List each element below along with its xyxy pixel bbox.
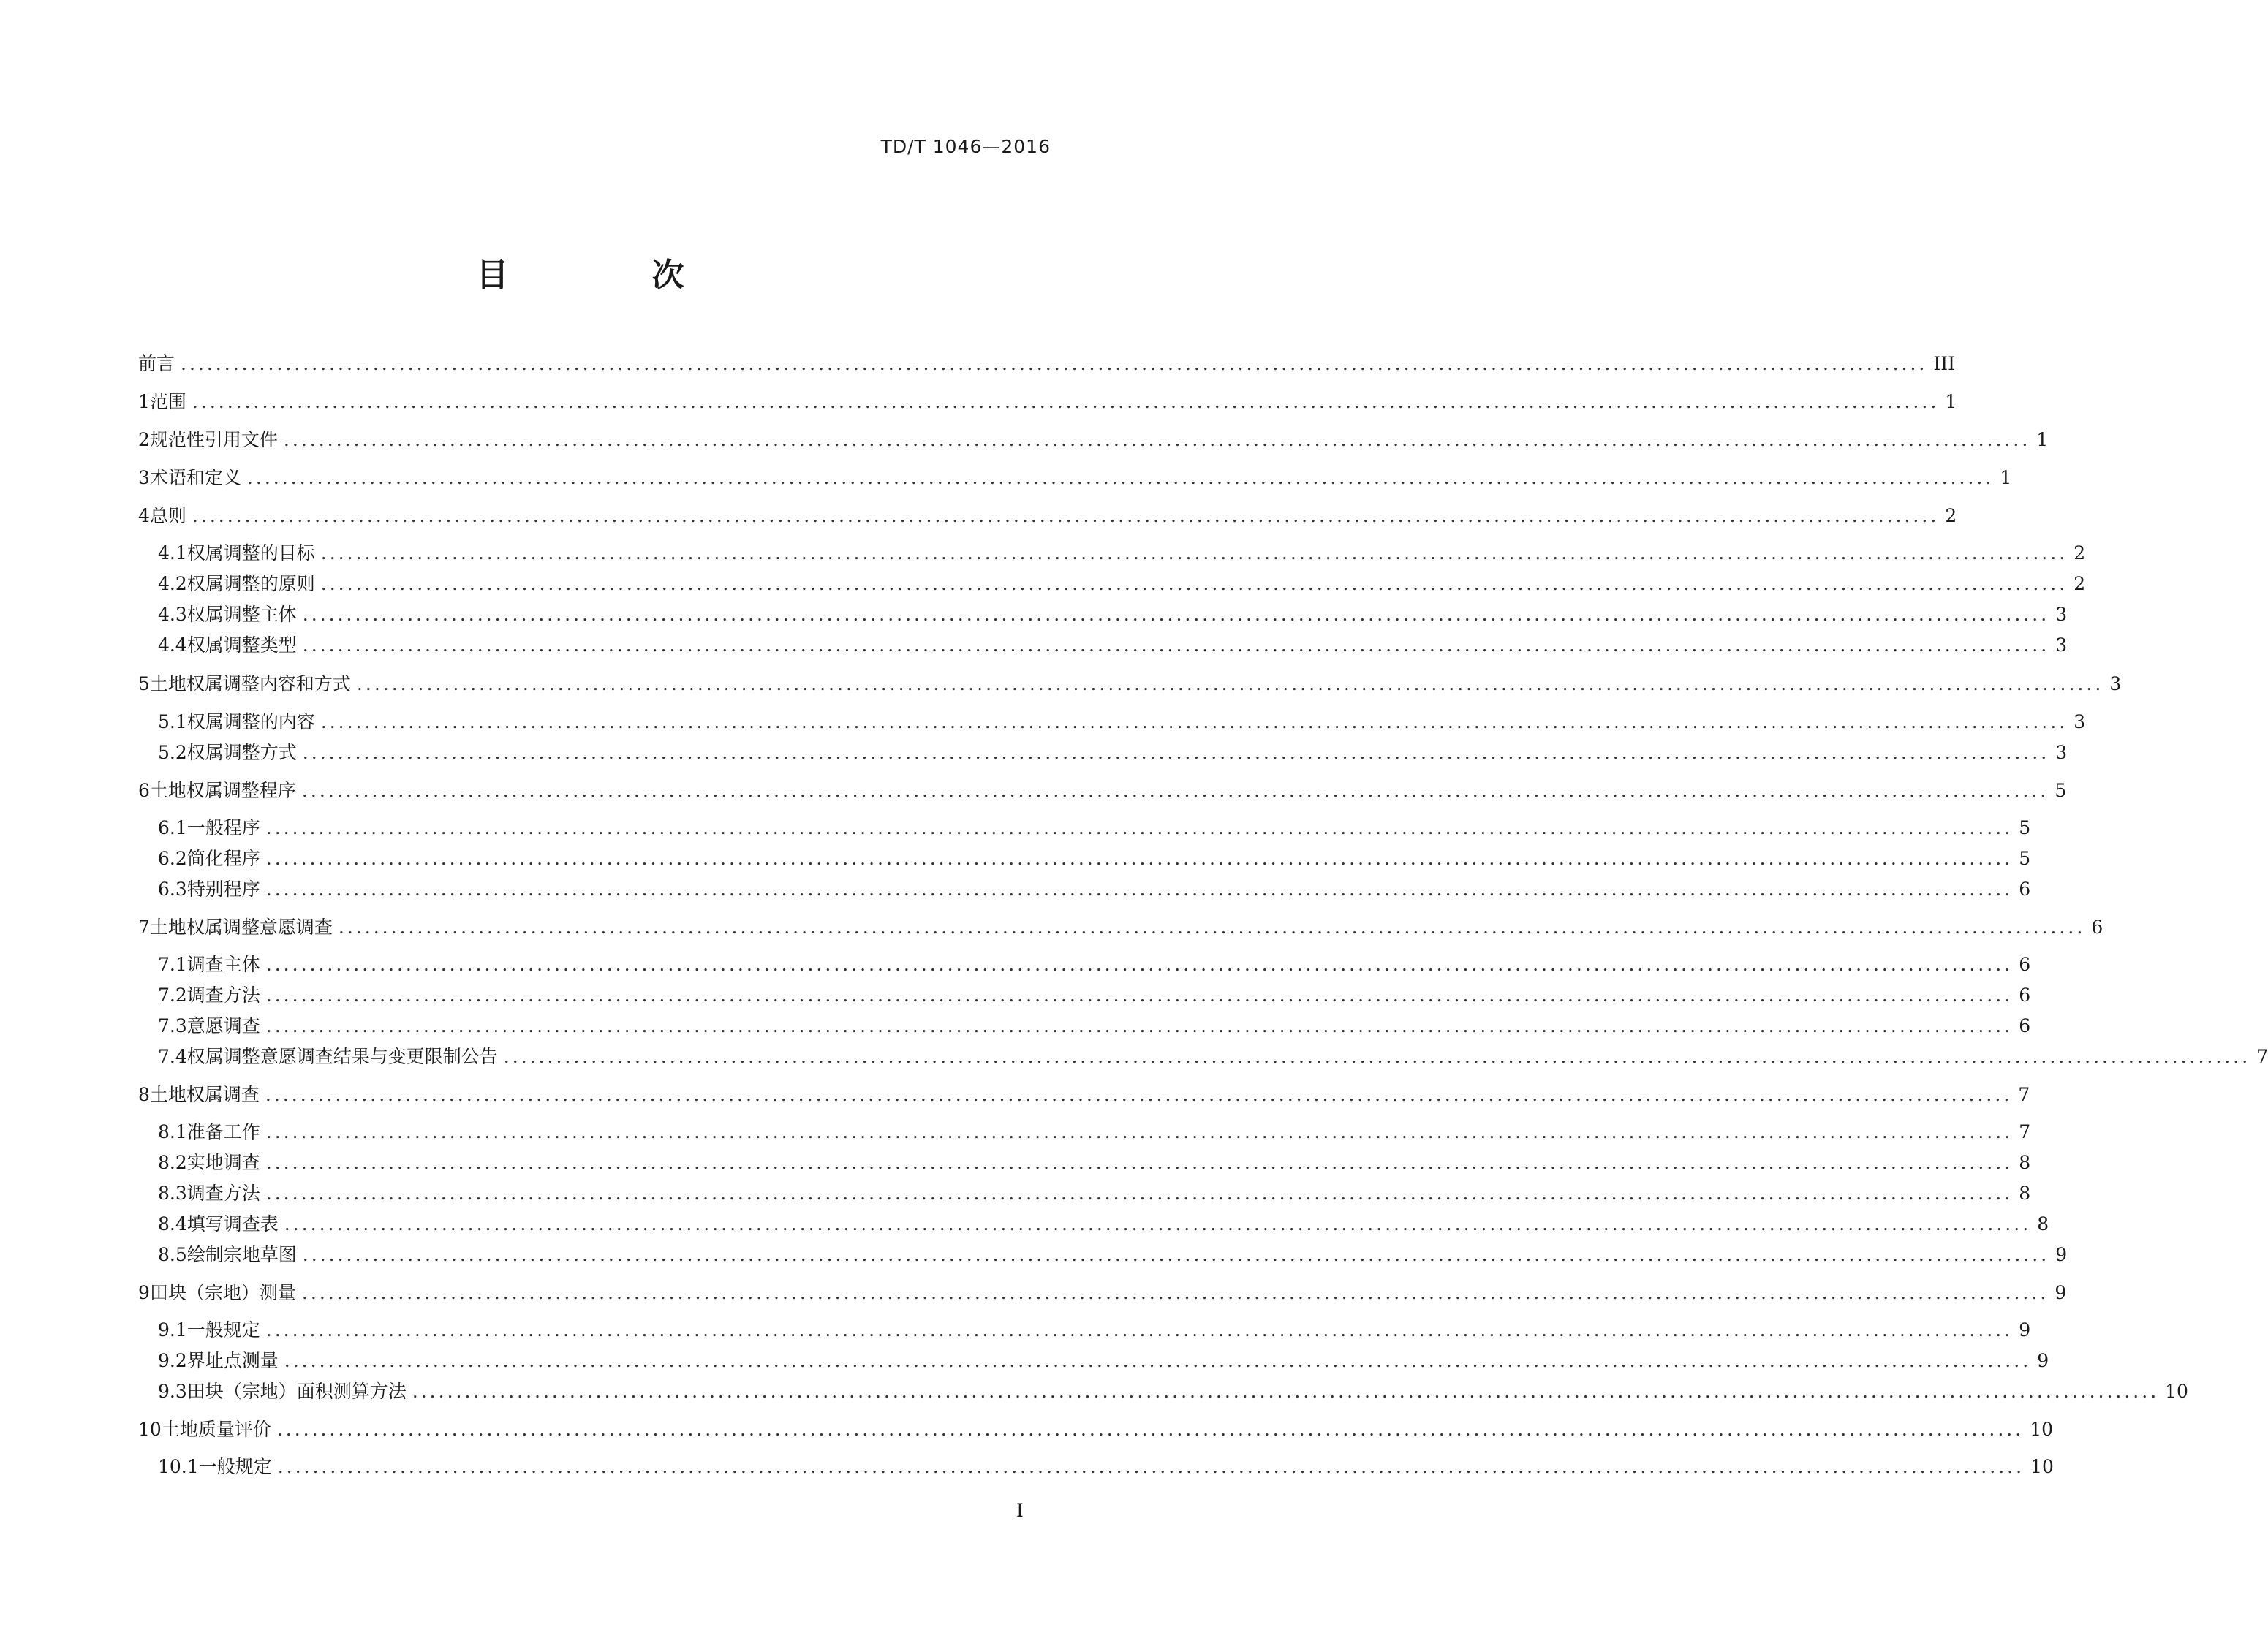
toc-entry-page: 6 xyxy=(2019,879,2031,900)
toc-subentry[interactable] xyxy=(158,540,2086,566)
dot-leader: ........................................................................................................................................................................................................ xyxy=(302,634,2050,656)
toc-entry-number: 7 xyxy=(138,917,150,938)
toc-entry-label: 土地权属调查 xyxy=(149,1084,260,1105)
toc-subentry[interactable] xyxy=(158,1211,2049,1237)
toc-entry-number: 9 xyxy=(138,1282,150,1303)
toc-entry[interactable] xyxy=(138,1417,2053,1443)
toc-entry[interactable] xyxy=(138,389,1957,415)
toc-entry-number: 4.4 xyxy=(158,634,187,656)
toc-entry-label: 术语和定义 xyxy=(149,467,241,488)
toc-entry-number: 8.1 xyxy=(158,1121,187,1142)
toc-entry-number: 6.3 xyxy=(158,879,187,900)
dot-leader: ........................................................................................................................................................................................................ xyxy=(301,780,2049,801)
toc-entry-number: 8.2 xyxy=(158,1152,187,1173)
dot-leader: ........................................................................................................................................................................................................ xyxy=(276,1419,2025,1440)
dot-leader: ........................................................................................................................................................................................................ xyxy=(265,985,2014,1006)
toc-entry-page: 6 xyxy=(2019,1015,2031,1036)
toc-entry-label: 田块（宗地）测量 xyxy=(149,1282,296,1303)
toc-entry-page: 8 xyxy=(2019,1152,2031,1173)
toc-entry-page: 8 xyxy=(2037,1213,2049,1235)
dot-leader: ........................................................................................................................................................................................................ xyxy=(320,573,2068,594)
toc-entry-foreword[interactable] xyxy=(138,351,1956,377)
toc-entry[interactable] xyxy=(138,778,2067,804)
toc-subentry[interactable] xyxy=(158,1348,2049,1374)
toc-entry-number: 4 xyxy=(138,505,150,526)
toc-entry[interactable] xyxy=(138,503,1957,529)
toc-entry-number: 1 xyxy=(138,391,150,412)
toc-entry-label: 土地权属调整内容和方式 xyxy=(149,673,351,694)
toc-entry-label: 权属调整的内容 xyxy=(186,711,315,732)
toc-entry-page: 3 xyxy=(2074,711,2086,732)
dot-leader: ........................................................................................................................................................................................................ xyxy=(320,711,2068,732)
toc-entry-label: 特别程序 xyxy=(186,879,260,900)
toc-entry-page: 1 xyxy=(1945,391,1957,412)
toc-entry-page: 6 xyxy=(2019,954,2031,975)
toc-entry-label: 土地权属调整意愿调查 xyxy=(149,917,333,938)
toc-entry-label: 权属调整意愿调查结果与变更限制公告 xyxy=(186,1046,498,1067)
toc-entry-page: 2 xyxy=(2074,542,2086,564)
toc-entry-number: 3 xyxy=(138,467,150,488)
toc-entry-page: 2 xyxy=(1945,505,1957,526)
toc-entry-label: 土地权属调整程序 xyxy=(149,780,296,801)
dot-leader: ........................................................................................................................................................................................................ xyxy=(412,1381,2160,1402)
toc-entry[interactable] xyxy=(138,465,2012,491)
toc-subentry[interactable] xyxy=(158,876,2031,903)
toc-entry[interactable] xyxy=(138,427,2049,453)
toc-entry-number: 8.5 xyxy=(158,1244,187,1265)
toc-subentry[interactable] xyxy=(158,1044,2268,1070)
toc-entry-label: 填写调查表 xyxy=(186,1213,279,1235)
toc-entry-page: 3 xyxy=(2109,673,2122,694)
toc-entry-page: 7 xyxy=(2018,1084,2030,1105)
dot-leader: ........................................................................................................................................................................................................ xyxy=(265,1015,2014,1036)
toc-entry-page: 10 xyxy=(2165,1381,2188,1402)
toc-entry-page: 9 xyxy=(2055,1282,2067,1303)
toc-entry-label: 意愿调查 xyxy=(186,1015,260,1036)
toc-entry-label: 范围 xyxy=(149,391,186,412)
toc-entry-number: 8.4 xyxy=(158,1213,187,1235)
toc-subentry[interactable] xyxy=(158,952,2031,978)
dot-leader: ........................................................................................................................................................................................................ xyxy=(283,429,2031,450)
toc-entry-page: 5 xyxy=(2019,817,2031,838)
page-number: I xyxy=(1016,1500,1024,1521)
toc-entry-label: 界址点测量 xyxy=(186,1350,279,1371)
toc-entry-page: 5 xyxy=(2019,848,2031,869)
toc-subentry[interactable] xyxy=(158,1180,2031,1207)
toc-entry-label: 调查主体 xyxy=(186,954,260,975)
toc-entry-label: 权属调整类型 xyxy=(186,634,297,656)
toc-entry-page: 10 xyxy=(2030,1456,2054,1477)
toc-subentry[interactable] xyxy=(158,709,2086,735)
toc-entry-number: 6.1 xyxy=(158,817,187,838)
dot-leader: ........................................................................................................................................................................................................ xyxy=(265,1319,2014,1341)
toc-entry[interactable] xyxy=(138,671,2122,697)
toc-entry-page: 5 xyxy=(2055,780,2067,801)
toc-entry[interactable] xyxy=(138,914,2103,941)
dot-leader: ........................................................................................................................................................................................................ xyxy=(265,848,2014,869)
toc-entry-number: 5 xyxy=(138,673,150,694)
toc-subentry[interactable] xyxy=(158,632,2068,659)
document-code: TD/T 1046—2016 xyxy=(880,136,1051,157)
dot-leader: ........................................................................................................................................................................................................ xyxy=(181,353,1928,374)
toc-subentry[interactable] xyxy=(158,602,2068,628)
toc-entry-number: 5.2 xyxy=(158,742,187,763)
toc-entry-number: 6.2 xyxy=(158,848,187,869)
toc-entry-number: 8 xyxy=(138,1084,150,1105)
toc-entry-page: 6 xyxy=(2091,917,2103,938)
toc-entry-number: 10.1 xyxy=(158,1456,199,1477)
toc-entry-label: 简化程序 xyxy=(186,848,260,869)
toc-entry-label: 权属调整方式 xyxy=(186,742,297,763)
toc-entry-number: 9.2 xyxy=(158,1350,187,1371)
toc-entry-page: III xyxy=(1933,353,1956,374)
dot-leader: ........................................................................................................................................................................................................ xyxy=(265,1152,2014,1173)
toc-entry-number: 7.3 xyxy=(158,1015,187,1036)
dot-leader: ........................................................................................................................................................................................................ xyxy=(301,1282,2049,1303)
toc-entry-label: 权属调整的原则 xyxy=(186,573,315,594)
dot-leader: ........................................................................................................................................................................................................ xyxy=(503,1046,2251,1067)
toc-subentry[interactable] xyxy=(158,1119,2031,1145)
toc-entry[interactable] xyxy=(138,1082,2030,1108)
toc-entry-page: 10 xyxy=(2030,1419,2053,1440)
toc-entry-number: 7.1 xyxy=(158,954,187,975)
toc-entry-page: 9 xyxy=(2037,1350,2049,1371)
toc-entry-label: 田块（宗地）面积测算方法 xyxy=(186,1381,407,1402)
toc-entry-label: 一般规定 xyxy=(198,1456,272,1477)
dot-leader: ........................................................................................................................................................................................................ xyxy=(246,467,1995,488)
toc-subentry[interactable] xyxy=(158,1013,2031,1039)
dot-leader: ........................................................................................................................................................................................................ xyxy=(265,879,2014,900)
dot-leader: ........................................................................................................................................................................................................ xyxy=(265,1183,2014,1204)
dot-leader: ........................................................................................................................................................................................................ xyxy=(302,1244,2050,1265)
dot-leader: ........................................................................................................................................................................................................ xyxy=(277,1456,2025,1477)
toc-subentry[interactable] xyxy=(158,982,2031,1009)
dot-leader: ........................................................................................................................................................................................................ xyxy=(265,1084,2013,1105)
dot-leader: ........................................................................................................................................................................................................ xyxy=(356,673,2104,694)
toc-entry-label: 规范性引用文件 xyxy=(149,429,278,450)
toc-entry-label: 总则 xyxy=(149,505,186,526)
toc-entry-label: 土地质量评价 xyxy=(161,1419,271,1440)
toc-entry-page: 1 xyxy=(2036,429,2049,450)
toc-entry-label: 前言 xyxy=(138,353,175,374)
dot-leader: ........................................................................................................................................................................................................ xyxy=(302,742,2050,763)
page-title: 目 次 xyxy=(476,257,740,294)
toc-entry-page: 8 xyxy=(2019,1183,2031,1204)
toc-entry-number: 6 xyxy=(138,780,150,801)
toc-subentry[interactable] xyxy=(158,1150,2031,1176)
toc-entry-number: 9.1 xyxy=(158,1319,187,1341)
dot-leader: ........................................................................................................................................................................................................ xyxy=(265,817,2014,838)
dot-leader: ........................................................................................................................................................................................................ xyxy=(284,1350,2032,1371)
toc-entry-number: 7.4 xyxy=(158,1046,187,1067)
toc-entry-page: 3 xyxy=(2055,604,2068,625)
toc-entry-number: 5.1 xyxy=(158,711,187,732)
toc-entry-label: 一般规定 xyxy=(186,1319,260,1341)
toc-subentry[interactable] xyxy=(158,846,2031,872)
toc-subentry[interactable] xyxy=(158,571,2086,597)
toc-entry-number: 8.3 xyxy=(158,1183,187,1204)
dot-leader: ........................................................................................................................................................................................................ xyxy=(338,917,2086,938)
toc-entry-page: 7 xyxy=(2256,1046,2268,1067)
toc-entry-number: 10 xyxy=(138,1419,162,1440)
toc-subentry[interactable] xyxy=(158,1379,2188,1405)
dot-leader: ........................................................................................................................................................................................................ xyxy=(302,604,2050,625)
toc-entry-number: 9.3 xyxy=(158,1381,187,1402)
toc-entry-number: 2 xyxy=(138,429,150,450)
toc-entry[interactable] xyxy=(138,1280,2067,1306)
toc-entry-page: 2 xyxy=(2074,573,2086,594)
toc-entry-page: 9 xyxy=(2019,1319,2031,1341)
toc-subentry[interactable] xyxy=(158,1317,2031,1343)
toc-entry-page: 9 xyxy=(2055,1244,2068,1265)
toc-entry-page: 3 xyxy=(2055,742,2068,763)
toc-subentry[interactable] xyxy=(158,1242,2068,1268)
dot-leader: ........................................................................................................................................................................................................ xyxy=(192,391,1940,412)
toc-entry-label: 绘制宗地草图 xyxy=(186,1244,297,1265)
toc-entry-label: 一般程序 xyxy=(186,817,260,838)
dot-leader: ........................................................................................................................................................................................................ xyxy=(284,1213,2032,1235)
toc-entry-number: 7.2 xyxy=(158,985,187,1006)
toc-entry-label: 实地调查 xyxy=(186,1152,260,1173)
dot-leader: ........................................................................................................................................................................................................ xyxy=(320,542,2068,564)
dot-leader: ........................................................................................................................................................................................................ xyxy=(265,954,2014,975)
toc-entry-number: 4.2 xyxy=(158,573,187,594)
toc-entry-label: 权属调整主体 xyxy=(186,604,297,625)
toc-entry-label: 调查方法 xyxy=(186,985,260,1006)
dot-leader: ........................................................................................................................................................................................................ xyxy=(192,505,1940,526)
toc-entry-number: 4.3 xyxy=(158,604,187,625)
toc-entry-page: 1 xyxy=(2000,467,2012,488)
toc-subentry[interactable] xyxy=(158,815,2031,841)
toc-subentry[interactable] xyxy=(158,740,2068,766)
dot-leader: ........................................................................................................................................................................................................ xyxy=(265,1121,2014,1142)
toc-entry-label: 调查方法 xyxy=(186,1183,260,1204)
toc-entry-label: 权属调整的目标 xyxy=(186,542,315,564)
toc-subentry[interactable] xyxy=(158,1454,2054,1480)
toc-entry-number: 4.1 xyxy=(158,542,187,564)
toc-entry-page: 7 xyxy=(2019,1121,2031,1142)
toc-entry-page: 6 xyxy=(2019,985,2031,1006)
toc-entry-label: 准备工作 xyxy=(186,1121,260,1142)
toc-entry-page: 3 xyxy=(2055,634,2068,656)
